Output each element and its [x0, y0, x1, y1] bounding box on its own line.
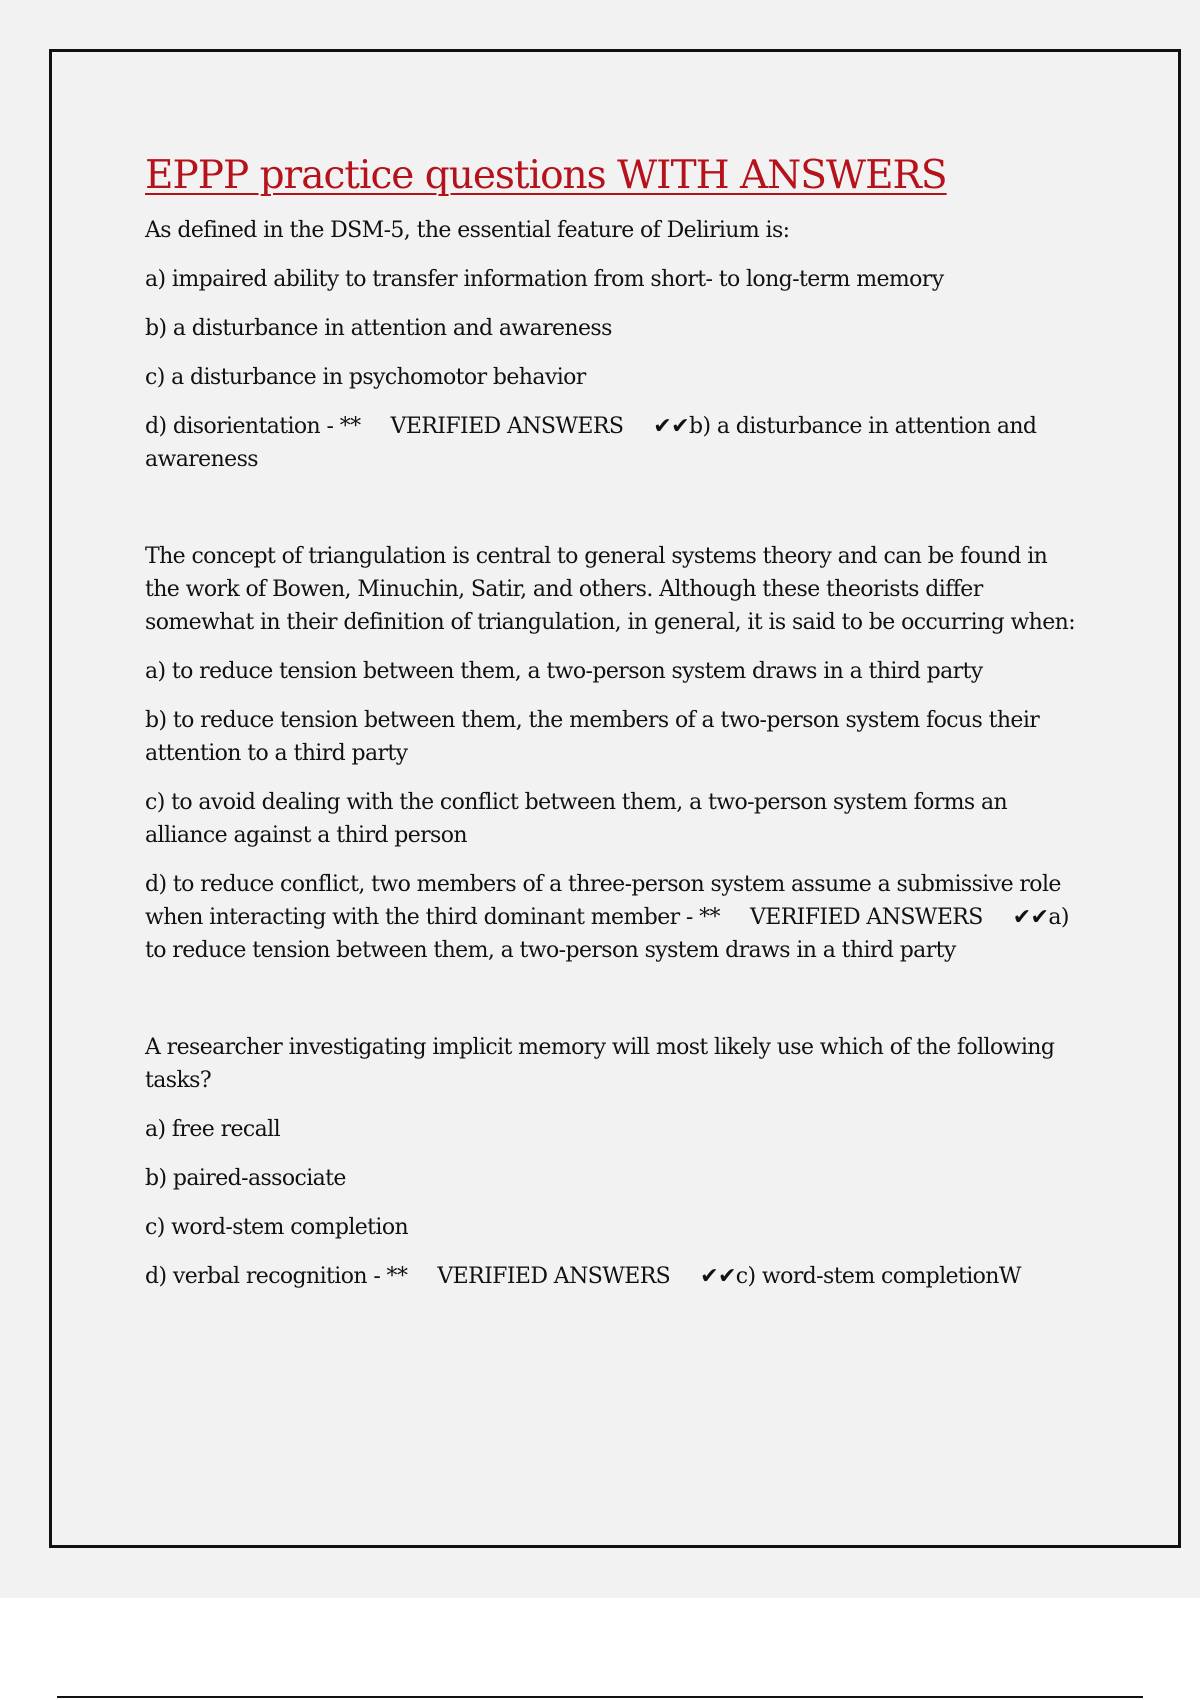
question-block [145, 214, 1085, 476]
page-bottom-rule [57, 1696, 1143, 1698]
answer-option: b) paired-associate [145, 1166, 346, 1191]
document-content [145, 150, 1085, 1293]
answer-option-with-answer [145, 868, 1085, 967]
answer-option-text: d) verbal recognition - ** [145, 1264, 408, 1289]
question-stem: As defined in the DSM-5, the essential feature of Delirium is: [145, 218, 790, 243]
answer-option: a) free recall [145, 1117, 281, 1142]
verified-answers-label: VERIFIED ANSWERS [437, 1264, 671, 1289]
correct-answer: ✔✔b) a disturbance in attention and awareness [145, 414, 1037, 472]
answer-option: c) a disturbance in psychomotor behavior [145, 365, 586, 390]
answer-option-text: d) disorientation - ** [145, 414, 361, 439]
answer-option: c) to avoid dealing with the conflict between them, a two-person system forms an alliance against a third person [145, 790, 1008, 848]
answer-option: b) a disturbance in attention and awareness [145, 316, 612, 341]
answer-option: c) word-stem completion [145, 1215, 409, 1240]
question-stem: The concept of triangulation is central to general systems theory and can be found in the work of Bowen, Minuchin, Satir, and others. Although these theorists differ somewhat in their definition of triangulation, in general, it is said to be occurring when: [145, 544, 1076, 635]
answer-option: a) impaired ability to transfer information from short- to long-term memory [145, 267, 944, 292]
correct-answer: ✔✔c) word-stem completionW [700, 1264, 1021, 1289]
answer-option-with-answer [145, 410, 1085, 476]
answer-option-text: d) to reduce conflict, two members of a three-person system assume a submissive role when interacting with the third dominant member - ** [145, 872, 1061, 930]
answer-option: b) to reduce tension between them, the members of a two-person system focus their attention to a third party [145, 708, 1040, 766]
verified-answers-label: VERIFIED ANSWERS [390, 414, 624, 439]
verified-answers-label: VERIFIED ANSWERS [749, 905, 983, 930]
answer-option-with-answer [145, 1260, 1085, 1293]
answer-option: a) to reduce tension between them, a two-person system draws in a third party [145, 659, 983, 684]
question-stem: A researcher investigating implicit memory will most likely use which of the following tasks? [145, 1035, 1055, 1093]
document-title: EPPP practice questions WITH ANSWERS [145, 153, 947, 198]
question-block [145, 1031, 1085, 1293]
correct-answer: ✔✔a) to reduce tension between them, a two-person system draws in a third party [145, 905, 1069, 963]
question-block [145, 540, 1085, 967]
